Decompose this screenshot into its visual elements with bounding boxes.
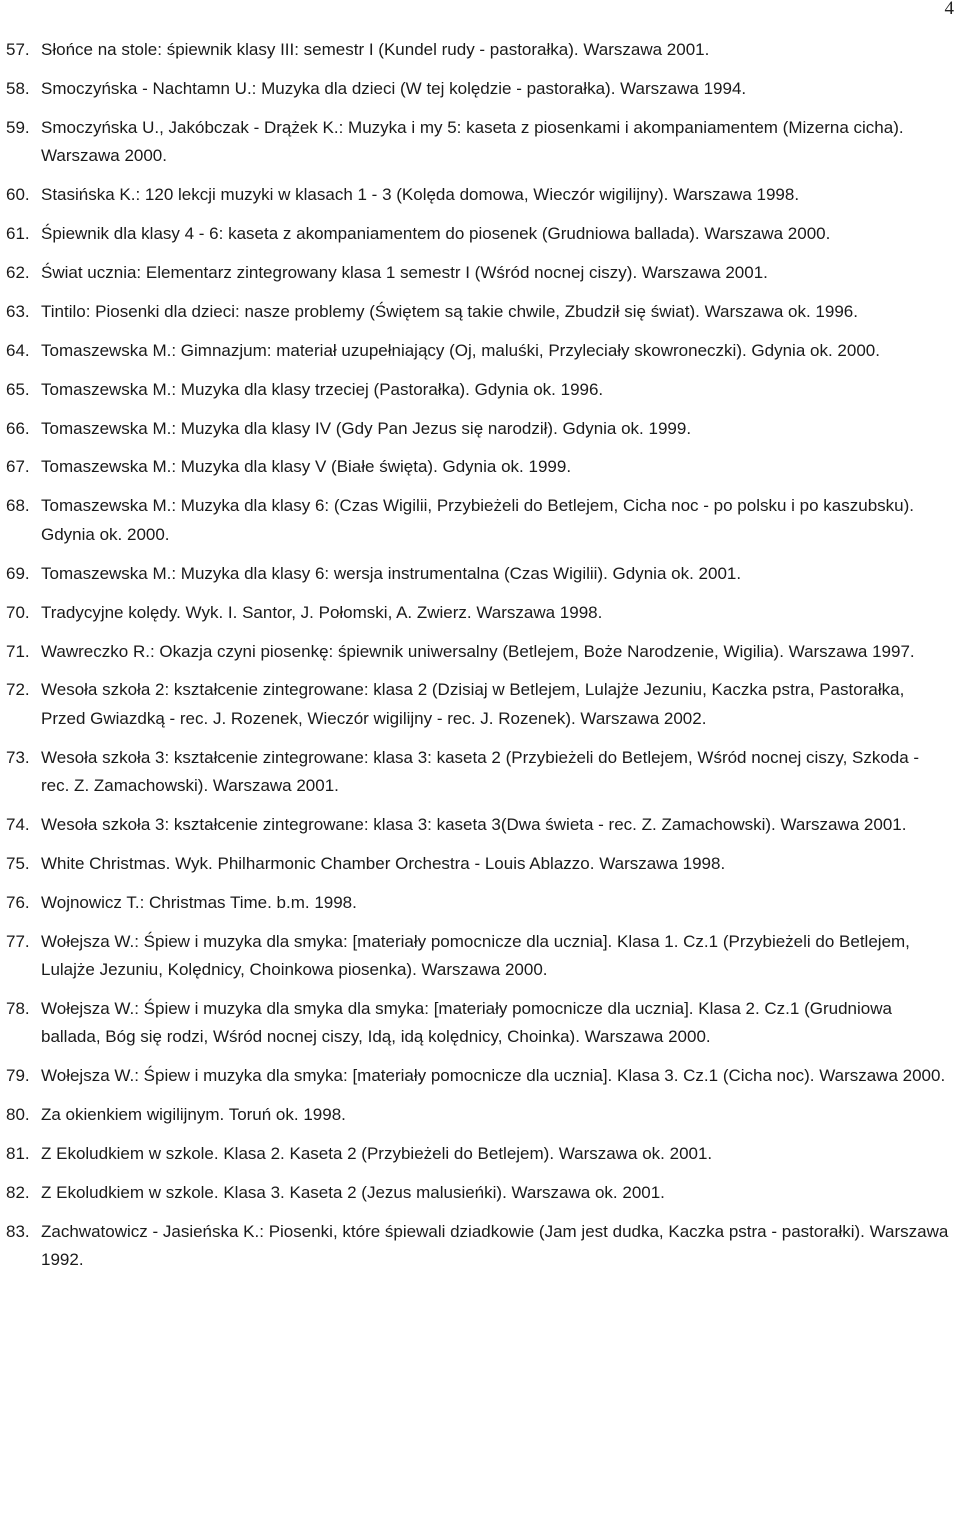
entry-text: Tintilo: Piosenki dla dzieci: nasze problemy (Świętem są takie chwile, Zbudził się świat). Warszawa ok. 1996. — [41, 301, 858, 321]
bibliography-entry — [0, 850, 952, 878]
entry-number: 61. — [6, 224, 30, 244]
entry-text: Wesoła szkoła 2: kształcenie zintegrowane: klasa 2 (Dzisiaj w Betlejem, Lulajże Jezuniu, Kaczka pstra, Pastorałka, Przed Gwiazdką - rec. J. Rozenek, Wieczór wigilijny - rec. J. Rozenek). Warszawa 2002. — [41, 680, 905, 728]
bibliography-entry — [0, 638, 952, 666]
bibliography-entry — [0, 811, 952, 839]
entry-number: 82. — [6, 1183, 30, 1203]
bibliography-entry — [0, 995, 952, 1052]
bibliography-entry — [0, 75, 952, 103]
entry-text: Tomaszewska M.: Muzyka dla klasy V (Białe święta). Gdynia ok. 1999. — [41, 457, 572, 477]
entry-number: 80. — [6, 1105, 30, 1125]
entry-number: 63. — [6, 301, 30, 321]
bibliography-list — [0, 36, 952, 1285]
bibliography-entry — [0, 599, 952, 627]
entry-text: Tradycyjne kolędy. Wyk. I. Santor, J. Połomski, A. Zwierz. Warszawa 1998. — [41, 602, 603, 622]
entry-text: Z Ekoludkiem w szkole. Klasa 2. Kaseta 2 (Przybieżeli do Betlejem). Warszawa ok. 2001. — [41, 1144, 713, 1164]
bibliography-entry — [0, 676, 952, 733]
entry-text: Wołejsza W.: Śpiew i muzyka dla smyka: [materiały pomocnicze dla ucznia]. Klasa 1. Cz.1 (Przybieżeli do Betlejem, Lulajże Jezuniu, Kolędnicy, Choinkowa piosenka). Warszawa 2000. — [41, 931, 910, 980]
bibliography-entry — [0, 889, 952, 917]
bibliography-entry — [0, 453, 952, 481]
bibliography-entry — [0, 928, 952, 985]
entry-text: Tomaszewska M.: Muzyka dla klasy IV (Gdy Pan Jezus się narodził). Gdynia ok. 1999. — [41, 418, 692, 438]
bibliography-entry — [0, 1062, 952, 1090]
entry-number: 78. — [6, 999, 30, 1019]
bibliography-entry — [0, 415, 952, 443]
entry-text: Tomaszewska M.: Gimnazjum: materiał uzupełniający (Oj, maluśki, Przyleciały skowroneczki). Gdynia ok. 2000. — [41, 340, 880, 360]
entry-number: 62. — [6, 262, 30, 282]
bibliography-entry — [0, 1218, 952, 1275]
bibliography-entry — [0, 181, 952, 209]
entry-text: Wojnowicz T.: Christmas Time. b.m. 1998. — [41, 892, 357, 912]
entry-number: 67. — [6, 457, 30, 477]
entry-number: 79. — [6, 1066, 30, 1086]
entry-number: 64. — [6, 340, 30, 360]
entry-text: Wesoła szkoła 3: kształcenie zintegrowane: klasa 3: kaseta 3(Dwa świeta - rec. Z. Zamachowski). Warszawa 2001. — [41, 815, 907, 835]
entry-text: Smoczyńska - Nachtamn U.: Muzyka dla dzieci (W tej kolędzie - pastorałka). Warszawa 1994. — [41, 78, 747, 98]
entry-number: 65. — [6, 379, 30, 399]
bibliography-entry — [0, 1101, 952, 1129]
entry-text: Wesoła szkoła 3: kształcenie zintegrowane: klasa 3: kaseta 2 (Przybieżeli do Betlejem, Wśród nocnej ciszy, Szkoda - rec. Z. Zamachowski). Warszawa 2001. — [41, 747, 920, 796]
bibliography-entry — [0, 298, 952, 326]
entry-number: 72. — [6, 680, 30, 700]
entry-text: Z Ekoludkiem w szkole. Klasa 3. Kaseta 2 (Jezus malusieńki). Warszawa ok. 2001. — [41, 1183, 665, 1203]
bibliography-entry — [0, 1140, 952, 1168]
entry-number: 68. — [6, 496, 30, 516]
entry-number: 57. — [6, 40, 30, 59]
bibliography-entry — [0, 1179, 952, 1207]
page-number: 4 — [944, 0, 954, 19]
entry-text: Stasińska K.: 120 lekcji muzyki w klasach 1 - 3 (Kolęda domowa, Wieczór wigilijny). Warszawa 1998. — [41, 185, 800, 205]
entry-text: Tomaszewska M.: Muzyka dla klasy trzeciej (Pastorałka). Gdynia ok. 1996. — [41, 379, 604, 399]
bibliography-entry — [0, 560, 952, 588]
entry-text: Wawreczko R.: Okazja czyni piosenkę: śpiewnik uniwersalny (Betlejem, Boże Narodzenie, Wigilia). Warszawa 1997. — [41, 641, 915, 661]
bibliography-entry — [0, 376, 952, 404]
entry-text: Śpiewnik dla klasy 4 - 6: kaseta z akompaniamentem do piosenek (Grudniowa ballada). Warszawa 2000. — [41, 224, 831, 244]
entry-number: 77. — [6, 931, 30, 951]
entry-number: 60. — [6, 185, 30, 205]
entry-number: 59. — [6, 117, 30, 137]
entry-number: 83. — [6, 1222, 30, 1241]
entry-number: 81. — [6, 1144, 30, 1164]
entry-number: 73. — [6, 747, 30, 767]
bibliography-entry — [0, 337, 952, 365]
entry-text: Wołejsza W.: Śpiew i muzyka dla smyka: [materiały pomocnicze dla ucznia]. Klasa 3. Cz.1 (Cicha noc). Warszawa 2000. — [41, 1066, 946, 1086]
entry-text: Tomaszewska M.: Muzyka dla klasy 6: (Czas Wigilii, Przybieżeli do Betlejem, Cicha noc - po polsku i po kaszubsku). Gdynia ok. 2000. — [41, 496, 914, 544]
entry-number: 76. — [6, 892, 30, 912]
entry-text: Świat ucznia: Elementarz zintegrowany klasa 1 semestr I (Wśród nocnej ciszy). Warszawa 2001. — [41, 262, 768, 282]
entry-text: Za okienkiem wigilijnym. Toruń ok. 1998. — [41, 1105, 346, 1125]
bibliography-entry — [0, 220, 952, 248]
entry-number: 74. — [6, 815, 30, 835]
entry-number: 75. — [6, 853, 30, 873]
entry-text: Zachwatowicz - Jasieńska K.: Piosenki, które śpiewali dziadkowie (Jam jest dudka, Kaczka pstra - pastorałki). Warszawa 1992. — [41, 1222, 949, 1270]
entry-text: Słońce na stole: śpiewnik klasy III: semestr I (Kundel rudy - pastorałka). Warszawa 2001. — [41, 40, 710, 59]
bibliography-entry — [0, 36, 952, 64]
entry-text: Smoczyńska U., Jakóbczak - Drążek K.: Muzyka i my 5: kaseta z piosenkami i akompaniamentem (Mizerna cicha). Warszawa 2000. — [41, 117, 904, 166]
entry-number: 66. — [6, 418, 30, 438]
bibliography-entry — [0, 492, 952, 549]
bibliography-entry — [0, 744, 952, 801]
entry-number: 70. — [6, 602, 30, 622]
entry-number: 69. — [6, 563, 30, 583]
entry-number: 71. — [6, 641, 30, 661]
entry-text: White Christmas. Wyk. Philharmonic Chamber Orchestra - Louis Ablazzo. Warszawa 1998. — [41, 853, 726, 873]
bibliography-entry — [0, 114, 952, 171]
bibliography-entry — [0, 259, 952, 287]
entry-number: 58. — [6, 78, 30, 98]
entry-text: Wołejsza W.: Śpiew i muzyka dla smyka dla smyka: [materiały pomocnicze dla ucznia]. Klasa 2. Cz.1 (Grudniowa ballada, Bóg się rodzi, Wśród nocnej ciszy, Idą, idą kolędnicy, Choinka). Warszawa 2000. — [41, 999, 892, 1047]
entry-text: Tomaszewska M.: Muzyka dla klasy 6: wersja instrumentalna (Czas Wigilii). Gdynia ok. 2001. — [41, 563, 742, 583]
